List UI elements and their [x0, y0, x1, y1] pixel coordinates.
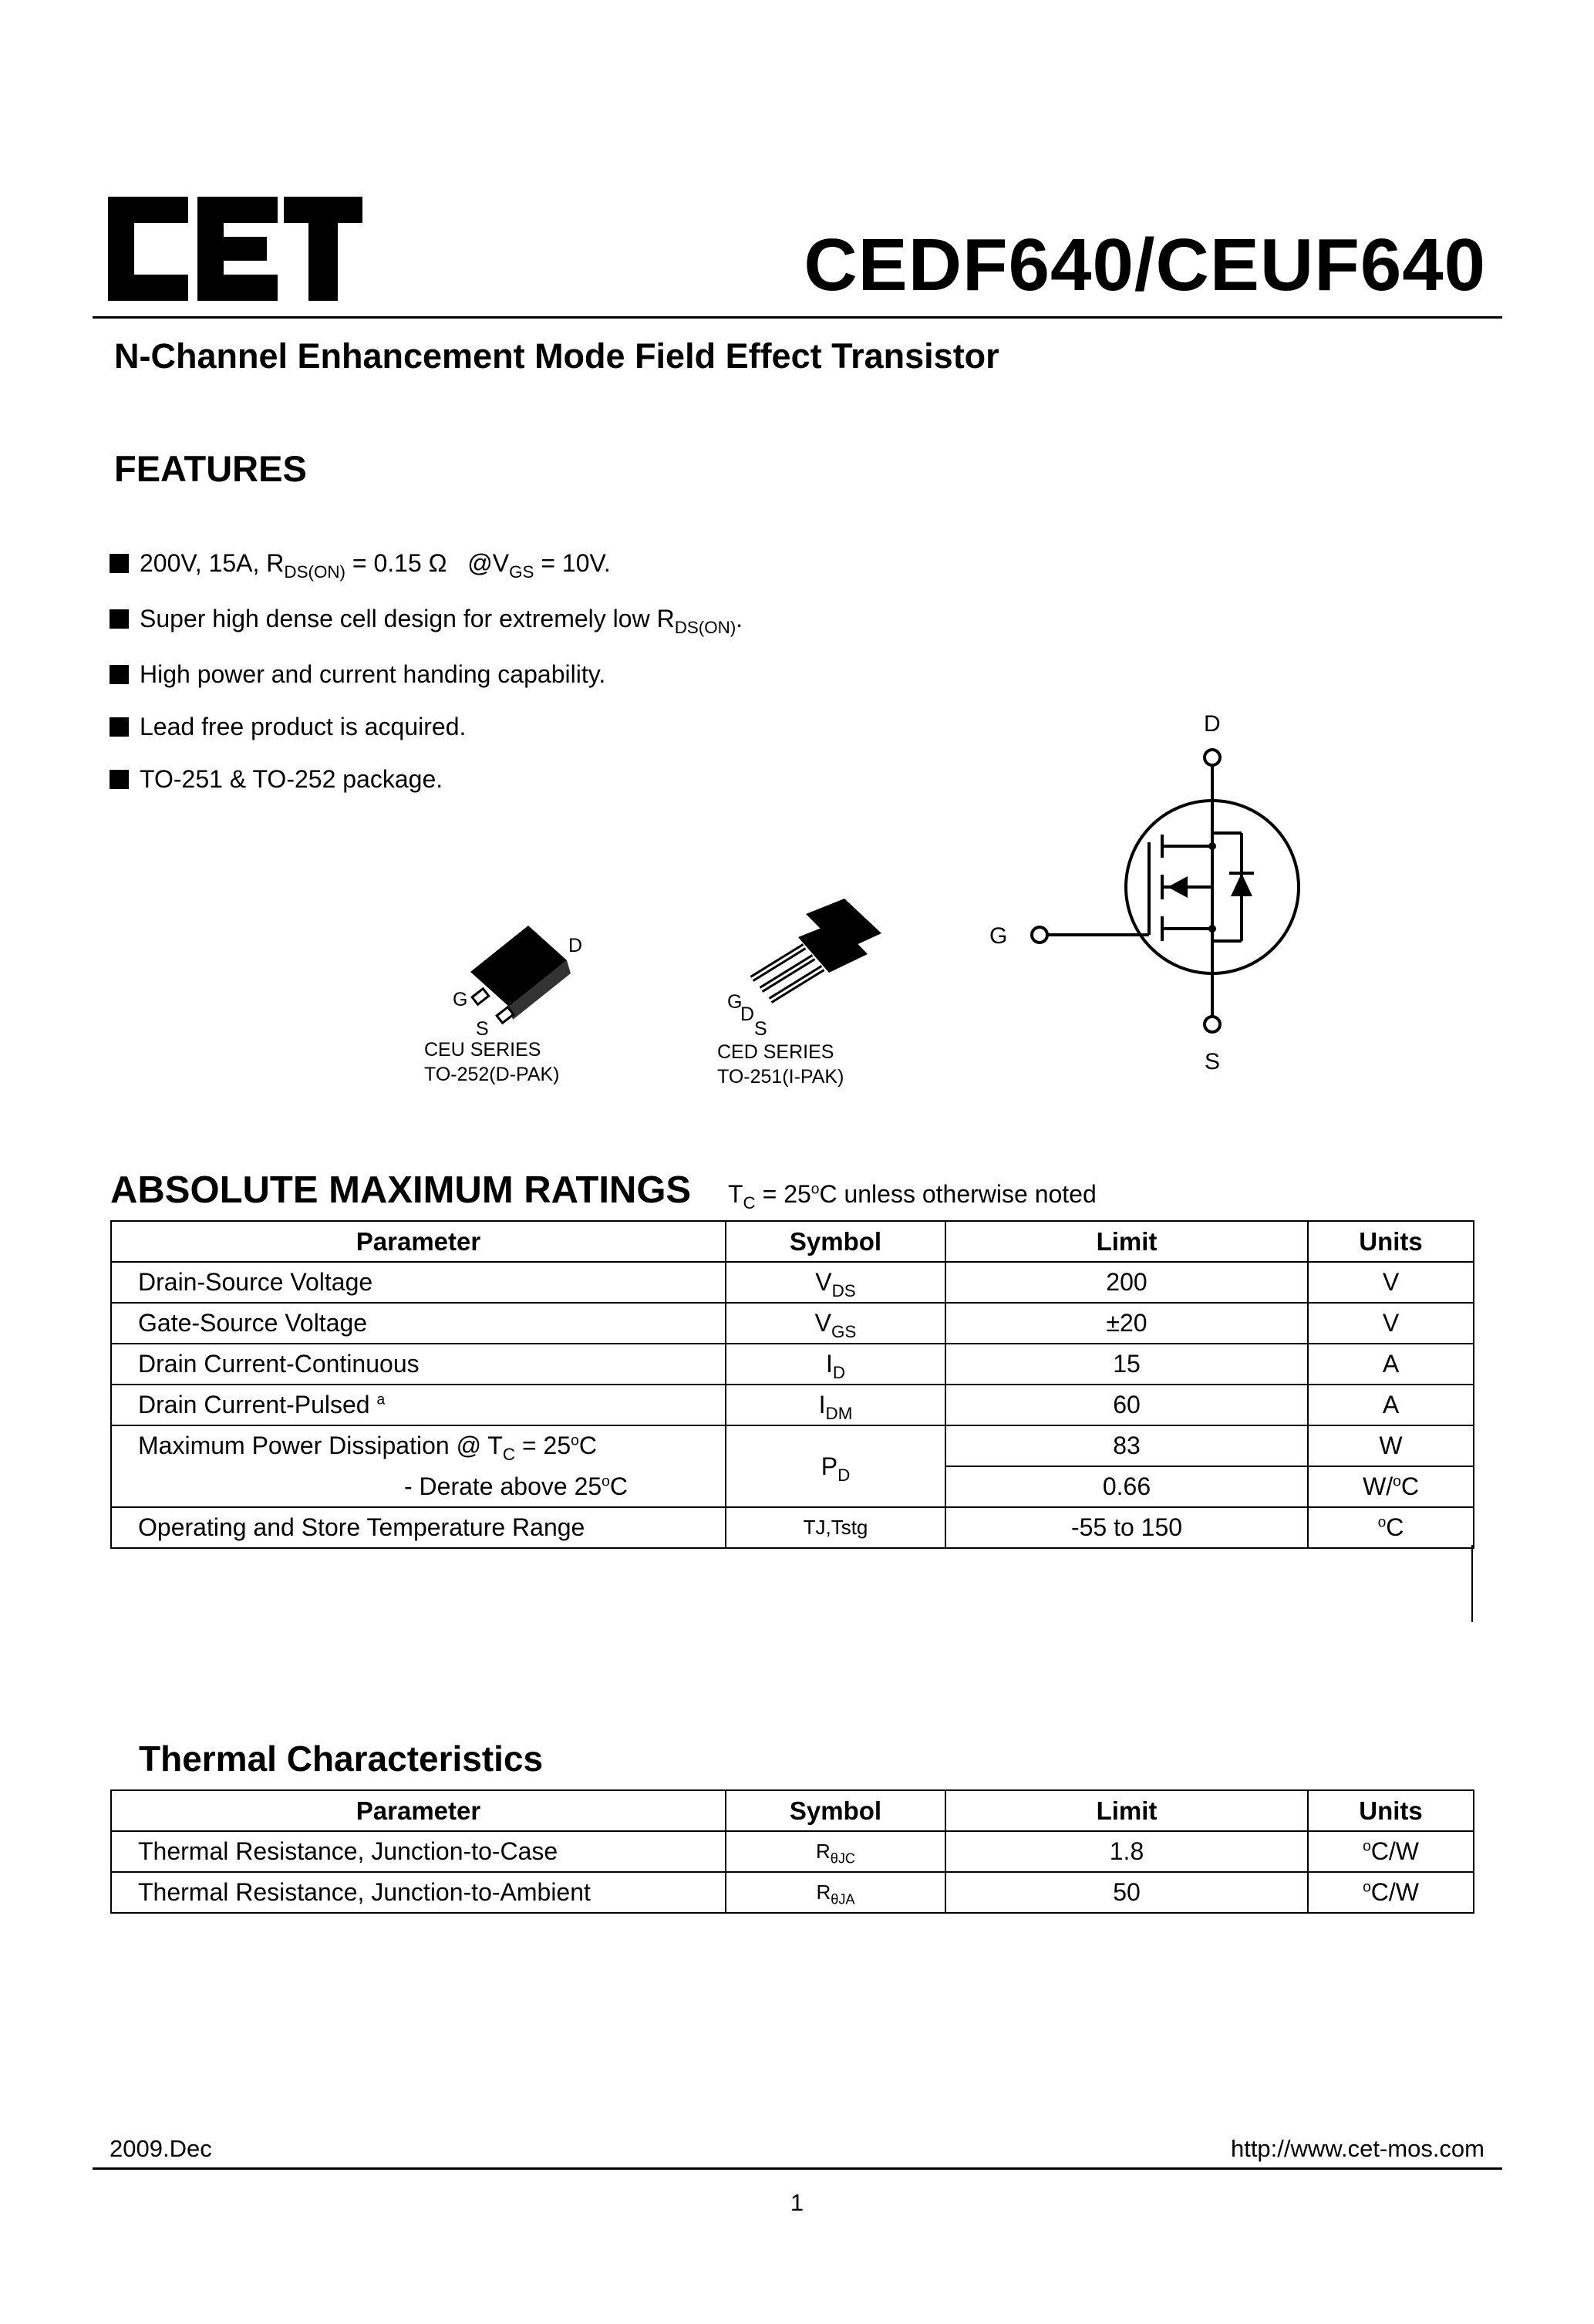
schematic-source-label: S — [1205, 1049, 1221, 1074]
cell-units: W/$^o$C — [1308, 1466, 1474, 1507]
header-symbol: Symbol — [726, 1790, 945, 1831]
cell-parameter: Gate-Source Voltage — [111, 1303, 726, 1344]
footer-url[interactable]: http://www.cet-mos.com — [1230, 2135, 1484, 2162]
ced-series-label: CED SERIES — [717, 1041, 834, 1063]
ceu-pin-d: D — [568, 935, 583, 956]
cell-units: W — [1308, 1425, 1474, 1466]
table-header-row — [111, 1790, 1474, 1831]
bullet-icon — [110, 665, 129, 684]
thermal-table — [110, 1789, 1474, 1914]
ipak-package-icon — [744, 899, 891, 1014]
features-heading: FEATURES — [114, 448, 307, 489]
cell-symbol: TJ,Tstg — [726, 1507, 945, 1548]
cell-symbol: $V_{DS}$ — [726, 1262, 945, 1303]
part-number-title: CEDF640/CEUF640 — [804, 224, 1486, 306]
header-rule — [93, 316, 1502, 319]
schematic-drain-label: D — [1204, 711, 1221, 737]
cet-logo — [108, 197, 362, 301]
ceu-package-label: TO-252(D-PAK) — [424, 1064, 560, 1085]
header-parameter: Parameter — [111, 1221, 726, 1262]
table-row — [111, 1344, 1474, 1385]
ceu-pin-g: G — [453, 989, 468, 1010]
bullet-icon — [110, 609, 129, 629]
cell-units: $^o$C/W — [1308, 1872, 1474, 1913]
document-subtitle: N-Channel Enhancement Mode Field Effect Transistor — [114, 336, 999, 376]
cell-symbol: $I_D$ — [726, 1344, 945, 1385]
bullet-icon — [110, 554, 129, 573]
cell-parameter: Thermal Resistance, Junction-to-Case — [111, 1831, 726, 1872]
cell-symbol: $V_{GS}$ — [726, 1303, 945, 1344]
ced-pin-d: D — [740, 1003, 755, 1025]
bullet-icon — [110, 770, 129, 789]
cell-units: V — [1308, 1262, 1474, 1303]
page-number: 1 — [790, 2189, 804, 2216]
abs-max-table — [110, 1220, 1474, 1549]
table-header-row — [111, 1221, 1474, 1262]
mosfet-symbol-diagram — [1026, 710, 1303, 1088]
cell-limit: ±20 — [945, 1303, 1308, 1344]
cell-units: A — [1308, 1344, 1474, 1385]
header-units: Units — [1308, 1221, 1474, 1262]
cell-parameter: Thermal Resistance, Junction-to-Ambient — [111, 1872, 726, 1913]
cell-parameter: Operating and Store Temperature Range — [111, 1507, 726, 1548]
cell-parameter: Drain-Source Voltage — [111, 1262, 726, 1303]
feature-item: High power and current handing capability. — [110, 660, 605, 689]
cell-limit: -55 to 150 — [945, 1507, 1308, 1548]
table-row — [111, 1507, 1474, 1548]
ceu-pin-s: S — [476, 1018, 489, 1040]
header-units: Units — [1308, 1790, 1474, 1831]
table-row — [111, 1303, 1474, 1344]
header-limit: Limit — [945, 1221, 1308, 1262]
cell-limit: 1.8 — [945, 1831, 1308, 1872]
dpak-package-icon — [463, 918, 586, 1026]
ced-pin-s: S — [754, 1018, 767, 1040]
table-row — [111, 1831, 1474, 1872]
cell-limit: 0.66 — [945, 1466, 1308, 1507]
header-parameter: Parameter — [111, 1790, 726, 1831]
cell-limit: 83 — [945, 1425, 1308, 1466]
cell-units: $^o$C — [1308, 1507, 1474, 1548]
feature-item: 200V, 15A, $R_{DS(ON)} = 0.15$ Ω $@V_{GS} = 10V$. — [110, 549, 611, 578]
ceu-series-label: CEU SERIES — [424, 1039, 541, 1061]
footer-date: 2009.Dec — [110, 2135, 212, 2162]
cell-limit: 60 — [945, 1385, 1308, 1425]
ced-pin-g: G — [727, 991, 743, 1013]
abs-max-title: ABSOLUTE MAXIMUM RATINGS — [110, 1169, 692, 1211]
cell-limit: 50 — [945, 1872, 1308, 1913]
ced-package-label: TO-251(I-PAK) — [717, 1066, 844, 1088]
table-row — [111, 1262, 1474, 1303]
cell-limit: 15 — [945, 1344, 1308, 1385]
cell-units: V — [1308, 1303, 1474, 1344]
schematic-gate-label: G — [989, 923, 1008, 949]
cell-symbol: $R_{\theta JC}$ — [726, 1831, 945, 1872]
cell-units: $^o$C/W — [1308, 1831, 1474, 1872]
table-row — [111, 1385, 1474, 1425]
table-edge-line — [1471, 1545, 1473, 1622]
cell-symbol: $R_{\theta JA}$ — [726, 1872, 945, 1913]
cell-parameter: Drain Current-Pulsed $^a$ — [111, 1385, 726, 1425]
feature-item: Super high dense cell design for extremely low $R_{DS(ON)}$. — [110, 605, 743, 633]
cell-units: A — [1308, 1385, 1474, 1425]
cell-symbol: $I_{DM}$ — [726, 1385, 945, 1425]
cell-parameter: Maximum Power Dissipation @ $T_C = 25^oC$ - Derate above 25$^o$C — [111, 1425, 726, 1507]
cell-symbol: $P_D$ — [726, 1425, 945, 1507]
table-row — [111, 1425, 1474, 1466]
abs-max-condition: $T_C = 25^oC$ unless otherwise noted — [728, 1180, 1097, 1213]
feature-item: Lead free product is acquired. — [110, 713, 466, 741]
table-row — [111, 1872, 1474, 1913]
cell-parameter: Drain Current-Continuous — [111, 1344, 726, 1385]
header-limit: Limit — [945, 1790, 1308, 1831]
cell-limit: 200 — [945, 1262, 1308, 1303]
feature-item: TO-251 & TO-252 package. — [110, 765, 443, 794]
footer-rule — [93, 2167, 1502, 2170]
thermal-title: Thermal Characteristics — [139, 1739, 544, 1779]
header-symbol: Symbol — [726, 1221, 945, 1262]
bullet-icon — [110, 717, 129, 737]
